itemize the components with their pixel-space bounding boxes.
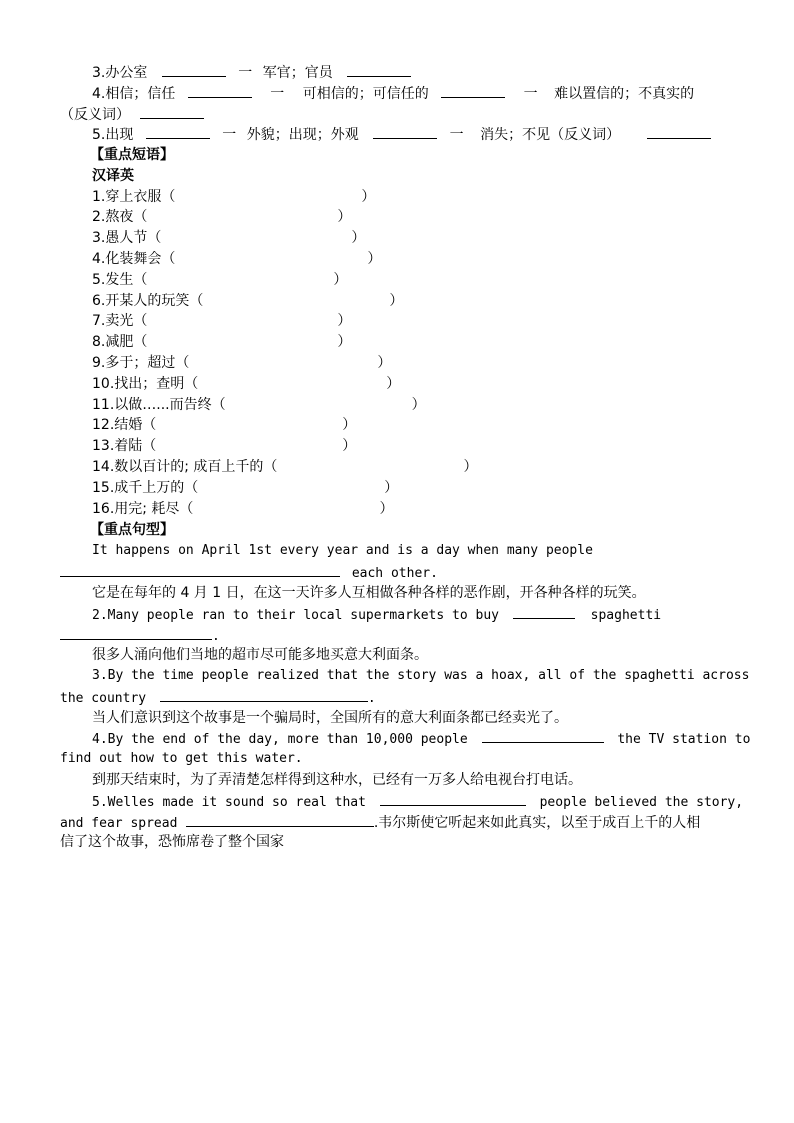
phrase-item bbox=[92, 436, 356, 456]
phrase-close: ） bbox=[337, 334, 352, 350]
phrase-label: 15.成千上万的（ bbox=[92, 480, 199, 496]
vocab-5-word3: 消失；不见（反义词） bbox=[480, 127, 621, 143]
phrase-label: 11.以做…...而告终（ bbox=[92, 397, 226, 413]
sentence-1-end: each other. bbox=[351, 566, 438, 581]
sentence-5-blank-1[interactable] bbox=[380, 791, 526, 806]
phrase-close: ） bbox=[389, 293, 404, 309]
sentence-4-en-line-1 bbox=[92, 728, 750, 750]
phrase-label: 7.卖光（ bbox=[92, 313, 148, 329]
phrase-close: ） bbox=[342, 438, 357, 454]
phrases-heading: 【重点短语】 bbox=[90, 147, 174, 163]
sentence-2-cn: 很多人涌向他们当地的超市尽可能多地买意大利面条。 bbox=[92, 647, 428, 663]
phrase-item bbox=[92, 270, 347, 290]
vocab-3-sep: 一 bbox=[238, 65, 253, 81]
sentence-3-cn: 当人们意识到这个故事是一个骗局时，全国所有的意大利面条都已经卖光了。 bbox=[92, 710, 568, 726]
vocab-4-note: （反义词） bbox=[60, 107, 130, 123]
phrase-label: 14.数以百计的; 成百上千的（ bbox=[92, 459, 278, 475]
sentence-2-blank-1[interactable] bbox=[513, 604, 575, 619]
sentence-1-blank[interactable] bbox=[60, 562, 340, 577]
sentence-2-blank-2[interactable] bbox=[60, 625, 212, 640]
phrase-label: 4.化装舞会（ bbox=[92, 251, 176, 267]
sentence-1-en-line-1: It happens on April 1st every year and is a day when many people bbox=[92, 543, 593, 558]
sentence-1-en-line-2 bbox=[60, 562, 438, 584]
phrase-label: 9.多于；超过（ bbox=[92, 355, 190, 371]
phrase-close: ） bbox=[384, 480, 399, 496]
vocab-3-blank-2[interactable] bbox=[347, 62, 411, 77]
sentence-2-en-line-2 bbox=[60, 625, 220, 647]
sentence-5-start: 5.Welles made it sound so real that bbox=[92, 795, 366, 810]
phrase-label: 8.减肥（ bbox=[92, 334, 148, 350]
vocab-4-blank-2[interactable] bbox=[441, 83, 505, 98]
vocab-5-sep-1: 一 bbox=[222, 127, 237, 143]
vocab-5-sep-2: 一 bbox=[449, 127, 464, 143]
vocab-item-3 bbox=[92, 62, 411, 83]
phrase-close: ） bbox=[337, 313, 352, 329]
sentence-4-mid: the TV station to bbox=[617, 732, 751, 747]
phrase-item bbox=[92, 374, 400, 394]
phrase-label: 12.结婚（ bbox=[92, 417, 157, 433]
sentence-2-start: 2.Many people ran to their local supermarkets to buy bbox=[92, 608, 499, 623]
vocab-4-blank-1[interactable] bbox=[188, 83, 252, 98]
sentences-heading: 【重点句型】 bbox=[90, 522, 174, 538]
sentence-5-cn-start: .韦尔斯使它听起来如此真实，以至于成百上千的人相 bbox=[373, 815, 701, 831]
sentence-3-en-line-2 bbox=[60, 687, 376, 709]
phrase-item bbox=[92, 228, 365, 248]
phrase-close: ） bbox=[386, 376, 401, 392]
phrase-close: ） bbox=[333, 272, 348, 288]
phrase-item bbox=[92, 311, 351, 331]
vocab-3-blank-1[interactable] bbox=[162, 62, 226, 77]
phrase-item bbox=[92, 395, 426, 415]
vocab-3-word2: 军官；官员 bbox=[262, 65, 333, 81]
phrase-label: 6.开某人的玩笑（ bbox=[92, 293, 204, 309]
vocab-5-blank-1[interactable] bbox=[146, 124, 210, 139]
sentence-5-en-line-2 bbox=[60, 812, 700, 834]
phrase-close: ） bbox=[379, 501, 394, 517]
sentence-5-cn-line-2: 信了这个故事，恐怖席卷了整个国家 bbox=[60, 834, 284, 850]
phrase-item bbox=[92, 207, 351, 227]
sentence-5-fear: and fear spread bbox=[60, 816, 178, 831]
sentence-2-mid: spaghetti bbox=[590, 608, 662, 623]
sentence-4-start: 4.By the end of the day, more than 10,000 people bbox=[92, 732, 468, 747]
sentence-3-en-line-1: 3.By the time people realized that the story was a hoax, all of the spaghetti across bbox=[92, 668, 750, 683]
phrase-item bbox=[92, 478, 398, 498]
vocab-5-blank-3[interactable] bbox=[647, 124, 711, 139]
vocab-4-word2: 可相信的；可信任的 bbox=[302, 86, 429, 102]
vocab-5-blank-2[interactable] bbox=[373, 124, 437, 139]
vocab-item-4 bbox=[92, 83, 694, 104]
phrases-subheading: 汉译英 bbox=[92, 168, 134, 184]
sentence-2-en-line-1 bbox=[92, 604, 661, 626]
sentence-5-mid: people believed the story, bbox=[539, 795, 744, 810]
vocab-5-word2: 外貌；出现；外观 bbox=[246, 127, 359, 143]
vocab-3-label: 3.办公室 bbox=[92, 65, 148, 81]
phrase-close: ） bbox=[463, 459, 478, 475]
sentence-1-cn: 它是在每年的 4 月 1 日，在这一天许多人互相做各种各样的恶作剧，开各种各样的玩笑。 bbox=[92, 585, 646, 601]
phrase-label: 16.用完; 耗尽（ bbox=[92, 501, 194, 517]
sentence-2-period: . bbox=[212, 629, 220, 644]
phrase-item bbox=[92, 332, 351, 352]
phrase-item bbox=[92, 499, 393, 519]
vocab-4-sep-1: 一 bbox=[270, 86, 285, 102]
vocab-4-label: 4.相信；信任 bbox=[92, 86, 176, 102]
phrase-item bbox=[92, 249, 381, 269]
phrase-close: ） bbox=[337, 209, 352, 225]
sentence-4-blank[interactable] bbox=[482, 728, 604, 743]
sentence-3-blank[interactable] bbox=[160, 687, 368, 702]
phrase-item bbox=[92, 457, 477, 477]
phrase-close: ） bbox=[411, 397, 426, 413]
phrase-label: 3.愚人节（ bbox=[92, 230, 162, 246]
phrase-item bbox=[92, 291, 403, 311]
sentence-3-period: . bbox=[367, 691, 376, 706]
phrase-label: 13.着陆（ bbox=[92, 438, 157, 454]
vocab-item-5 bbox=[92, 124, 711, 145]
vocab-5-label: 5.出现 bbox=[92, 127, 134, 143]
phrase-close: ） bbox=[351, 230, 366, 246]
sentence-5-blank-2[interactable] bbox=[186, 812, 374, 827]
phrase-close: ） bbox=[361, 189, 376, 205]
phrase-close: ） bbox=[367, 251, 382, 267]
phrase-label: 10.找出；查明（ bbox=[92, 376, 199, 392]
phrase-item bbox=[92, 415, 356, 435]
sentence-3-start: the country bbox=[60, 691, 147, 706]
sentence-4-cn: 到那天结束时，为了弄清楚怎样得到这种水，已经有一万多人给电视台打电话。 bbox=[92, 772, 582, 788]
phrase-item bbox=[92, 187, 375, 207]
phrase-close: ） bbox=[342, 417, 357, 433]
phrase-close: ） bbox=[377, 355, 392, 371]
vocab-4-word3: 难以置信的；不真实的 bbox=[554, 86, 695, 102]
vocab-item-4-cont bbox=[60, 104, 204, 125]
phrase-label: 5.发生（ bbox=[92, 272, 148, 288]
sentence-4-en-line-2: find out how to get this water. bbox=[60, 751, 303, 766]
phrase-item bbox=[92, 353, 391, 373]
sentence-5-en-line-1 bbox=[92, 791, 743, 813]
phrase-label: 1.穿上衣服（ bbox=[92, 189, 176, 205]
vocab-4-sep-2: 一 bbox=[523, 86, 538, 102]
vocab-4-blank-3[interactable] bbox=[140, 104, 204, 119]
phrase-label: 2.熬夜（ bbox=[92, 209, 148, 225]
